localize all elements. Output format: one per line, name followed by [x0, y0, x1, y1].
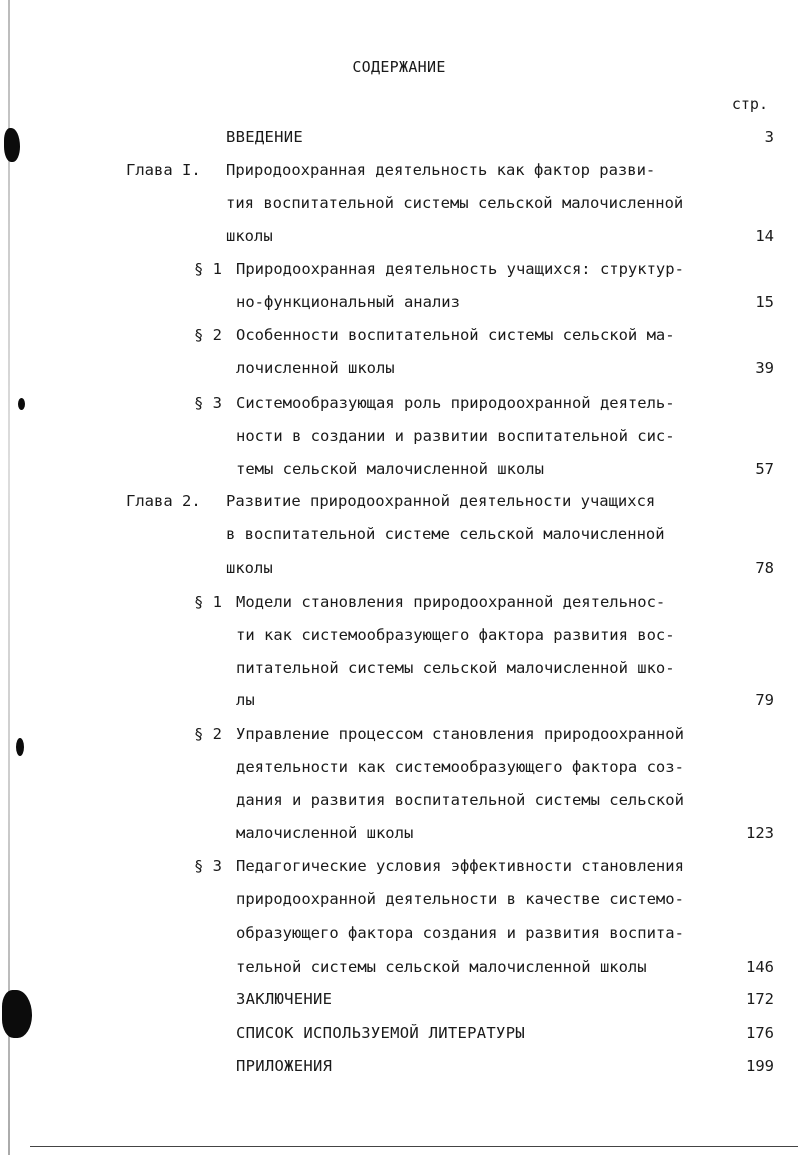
toc-appendix-page: 199	[746, 1057, 774, 1075]
toc-references: СПИСОК ИСПОЛЬЗУЕМОЙ ЛИТЕРАТУРЫ	[236, 1024, 525, 1042]
toc-section-line: малочисленной школы	[236, 824, 414, 842]
page-column-label: стр.	[731, 95, 768, 113]
toc-conclusion: ЗАКЛЮЧЕНИЕ	[236, 990, 333, 1008]
toc-section-line: природоохранной деятельности в качестве системо-	[236, 890, 684, 908]
toc-section-page: 15	[755, 293, 774, 311]
toc-section-page: 146	[746, 958, 774, 976]
toc-chapter-2-line: Развитие природоохранной деятельности учащихся	[226, 492, 656, 510]
toc-section-line: образующего фактора создания и развития воспита-	[236, 924, 684, 942]
toc-section-line: Модели становления природоохранной деятельнос-	[236, 593, 666, 611]
scan-edge	[8, 0, 10, 1155]
toc-section-line: ности в создании и развитии воспитательной сис-	[236, 427, 675, 445]
toc-chapter-2-line: в воспитательной системе сельской малочисленной	[226, 525, 665, 543]
scan-blot	[4, 128, 20, 162]
toc-chapter-2-page: 78	[755, 559, 774, 577]
toc-section-page: 123	[746, 824, 774, 842]
toc-chapter-1-line: тия воспитательной системы сельской малочисленной	[226, 194, 684, 212]
toc-intro: ВВЕДЕНИЕ	[226, 128, 304, 146]
toc-section-line: питательной системы сельской малочисленной шко-	[236, 659, 675, 677]
toc-section-line: Природоохранная деятельность учащихся: структур-	[236, 260, 684, 278]
toc-appendix: ПРИЛОЖЕНИЯ	[236, 1057, 333, 1075]
toc-section-line: деятельности как системообразующего фактора соз-	[236, 758, 684, 776]
toc-section-page: 79	[755, 691, 774, 709]
scan-blot	[18, 398, 25, 410]
toc-section-label: § 1	[194, 593, 222, 611]
toc-chapter-1-label: Глава I.	[126, 161, 201, 179]
toc-references-page: 176	[746, 1024, 774, 1042]
toc-section-line: лы	[236, 691, 255, 709]
toc-chapter-1-page: 14	[755, 227, 774, 245]
page-title: СОДЕРЖАНИЕ	[352, 58, 446, 76]
toc-chapter-1-line: школы	[226, 227, 273, 245]
toc-section-label: § 2	[194, 725, 222, 743]
toc-intro-page: 3	[764, 128, 774, 146]
toc-conclusion-page: 172	[746, 990, 774, 1008]
toc-section-page: 57	[755, 460, 774, 478]
scan-blot	[16, 738, 24, 756]
toc-section-line: лочисленной школы	[236, 359, 395, 377]
toc-section-line: темы сельской малочисленной школы	[236, 460, 544, 478]
toc-section-label: § 1	[194, 260, 222, 278]
toc-section-line: но-функциональный анализ	[236, 293, 460, 311]
toc-section-line: тельной системы сельской малочисленной школы	[236, 958, 647, 976]
toc-section-label: § 2	[194, 326, 222, 344]
toc-chapter-2-label: Глава 2.	[126, 492, 201, 510]
toc-section-line: Системообразующая роль природоохранной деятель-	[236, 394, 675, 412]
toc-chapter-1-line: Природоохранная деятельность как фактор разви-	[226, 161, 656, 179]
toc-section-label: § 3	[194, 394, 222, 412]
toc-section-line: Педагогические условия эффективности становления	[236, 857, 684, 875]
page-bottom-edge	[30, 1146, 798, 1147]
toc-section-page: 39	[755, 359, 774, 377]
toc-section-line: дания и развития воспитательной системы сельской	[236, 791, 684, 809]
scan-blot	[2, 990, 32, 1038]
toc-chapter-2-line: школы	[226, 559, 273, 577]
toc-section-line: ти как системообразующего фактора развития вос-	[236, 626, 675, 644]
toc-section-line: Особенности воспитательной системы сельской ма-	[236, 326, 675, 344]
toc-section-label: § 3	[194, 857, 222, 875]
toc-section-line: Управление процессом становления природоохранной	[236, 725, 684, 743]
